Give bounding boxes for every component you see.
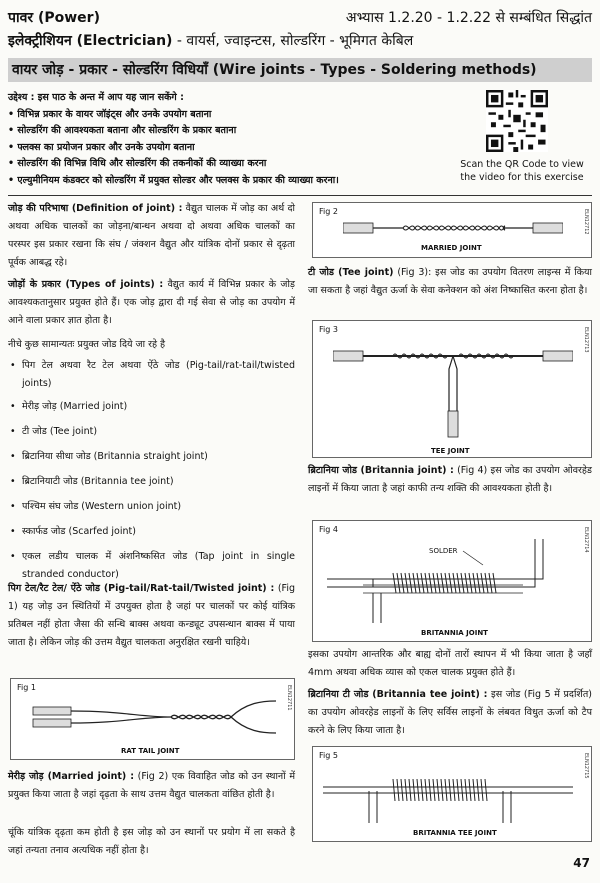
figure-code: ELN12714 <box>583 527 589 553</box>
joint-list <box>8 336 295 584</box>
exercise-reference: अभ्यास 1.2.20 - 1.2.22 से सम्बंधित सिद्धांत <box>345 10 592 26</box>
figure-caption: BRITANNIA JOINT <box>421 629 488 637</box>
figure-2 <box>312 202 592 258</box>
list-item: • ब्रिटानिया सीधा जोड (Britannia straight joint) <box>8 448 295 466</box>
rat-tail-joint-drawing <box>31 693 281 741</box>
definition-title: जोड़ की परिभाषा (Definition of joint) : <box>8 203 183 214</box>
tee-joint-drawing <box>333 331 573 441</box>
qr-code[interactable] <box>486 90 548 152</box>
objectives <box>8 90 468 189</box>
types-title: जोड़ों के प्रकार (Types of joints) : <box>8 279 164 290</box>
figure-1 <box>10 678 295 760</box>
types-paragraph <box>8 276 295 330</box>
figure-label: Fig 1 <box>17 683 36 692</box>
figure-code: ELN12712 <box>583 209 589 235</box>
list-intro: नीचे कुछ सामान्यतः प्रयुक्त जोड दिये जा रहे है <box>8 339 166 350</box>
figure-label: Fig 5 <box>319 751 338 760</box>
britannia-title: ब्रिटानिया जोड (Britannia joint) : <box>308 465 454 476</box>
britannia-tee-paragraph <box>308 686 592 740</box>
married-paragraph-2: चूंकि यांत्रिक दृढ़ता कम होती है इस जोड़ को उन स्थानों पर प्रयोग में ला सकते है जहां तन्यता तनाव अत्यधिक नहीं होता है। <box>8 827 295 856</box>
figure-label: Fig 2 <box>319 207 338 216</box>
pigtail-title: पिग टेल/रैट टेल/ ऐंठे जोड (Pig-tail/Rat-tail/Twisted joint) : <box>8 583 275 594</box>
topic-banner: वायर जोड़ - प्रकार - सोल्डरिंग विधियाँ (Wire joints - Types - Soldering methods) <box>8 58 592 82</box>
objective-item: • सोल्डरिंग की विभिन्न विधि और सोल्डरिंग की तकनीकों की व्याख्या करना <box>8 156 468 173</box>
britannia-tee-joint-drawing <box>323 761 583 827</box>
figure-label: Fig 3 <box>319 325 338 334</box>
britannia-text: (Fig 4) इस जोड का उपयोग ओवरहेड लाइनों में किया जाता है जहां काफी तन्य शक्ति की आवश्यकता होती है। <box>308 465 592 494</box>
figure-caption: RAT TAIL JOINT <box>121 747 180 755</box>
figure-caption: BRITANNIA TEE JOINT <box>413 829 497 837</box>
solder-label: SOLDER <box>429 547 458 555</box>
figure-4 <box>312 520 592 642</box>
tee-text: (Fig 3): इस जोड का उपयोग वितरण लाइन्स में किया जा सकता है जहां वैद्युत ऊर्जा के सेवा कनेक्शन को अंश निष्कासित करना होता है। <box>308 267 592 296</box>
page-header <box>8 8 592 28</box>
subject-title: इलेक्ट्रीशियन (Electrician) <box>8 33 173 49</box>
divider <box>8 195 592 196</box>
list-item: • स्कार्फड जोड (Scarfed joint) <box>8 523 295 541</box>
objective-item: • एल्युमीनियम कंडक्टर को सोल्डरिंग में प्रयुक्त सोल्डर और फ्लक्स के प्रकार की व्याख्या करना। <box>8 173 468 190</box>
figure-code: ELN12711 <box>286 685 292 711</box>
figure-code: ELN12713 <box>583 327 589 353</box>
figure-code: ELN12715 <box>583 753 589 779</box>
pigtail-text: (Fig 1) यह जोड़ उन स्थितियों में उपयुक्त होता है जहां पर चालकों पर कोई यांत्रिक प्रतिबल नहीं होता जैसा की सन्धि बाक्स अथवा कन्ड्यूट उपसन्धान बाक्स में पाया जाता है। लेकिन जोड़ की उत्तम वैद्युत चालकता अनुरक्षित रखनी चाहिये। <box>8 583 295 648</box>
figure-label: Fig 4 <box>319 525 338 534</box>
tee-paragraph <box>308 264 592 300</box>
list-item: • पश्चिम संघ जोड (Western union joint) <box>8 498 295 516</box>
britannia-joint-drawing <box>323 535 583 627</box>
britannia-tee-title: ब्रिटानिया टी जोड (Britannia tee joint) : <box>308 689 488 700</box>
figure-5 <box>312 746 592 842</box>
list-item: • एकल लडीय चालक में अंशनिष्कसित जोड (Tap joint in single stranded conductor) <box>8 548 295 584</box>
married-paragraph <box>8 768 295 804</box>
married-joint-drawing <box>343 215 563 241</box>
tee-title: टी जोड (Tee joint) <box>308 267 394 278</box>
objective-item: • विभिन्न प्रकार के वायर जॉइंट्स और उनके उपयोग बताना <box>8 107 468 124</box>
pigtail-paragraph <box>8 580 295 652</box>
objective-item: • फ्लक्स का प्रयोजन प्रकार और उनके उपयोग बताना <box>8 140 468 157</box>
list-item: • टी जोड (Tee joint) <box>8 423 295 441</box>
page-number: 47 <box>573 856 590 870</box>
britannia-tee-text: इस जोड (Fig 5 में प्रदर्शित) का उपयोग ओवरहेड लाइनों के लिए सर्विस लाइनों के लंबवत विधुत ऊर्जा को टैप करने के लिए किया जाता है। <box>308 689 592 736</box>
married-text: (Fig 2) एक विवाहित जोड को उन स्थानों में प्रयुक्त किया जाता है जहां दृढ़ता के साथ उत्तम वैद्युत चालकता वांछित होती है। <box>8 771 295 800</box>
definition-paragraph <box>8 200 295 272</box>
list-item: • मेरीड़ जोड़ (Married joint) <box>8 398 295 416</box>
objectives-intro: उद्देश्य : इस पाठ के अन्त में आप यह जान सकेंगे : <box>8 92 184 103</box>
list-item: • पिग टेल अथवा रैट टेल अथवा ऐंठे जोड (Pig-tail/rat-tail/twisted joints) <box>8 357 295 393</box>
subject-topics: - वायर्स, ज्वाइन्टस, सोल्डरिंग - भूमिगत केबिल <box>172 33 414 49</box>
figure-caption: MARRIED JOINT <box>421 244 482 252</box>
britannia-paragraph-2: इसका उपयोग आन्तरिक और बाह्य दोनों तारों स्थापन में भी किया जाता है जहाँ 4mm अथवा अधिक व्यास को एकल चालक प्रयुक्त होते हैं। <box>308 649 592 678</box>
married-title: मेरीड़ जोड़ (Married joint) : <box>8 771 135 782</box>
list-item: • ब्रिटानियाटी जोड (Britannia tee joint) <box>8 473 295 491</box>
objective-item: • सोल्डरिंग की आवश्यकता बताना और सोल्डरिंग के प्रकार बताना <box>8 123 468 140</box>
figure-caption: TEE JOINT <box>431 447 470 455</box>
figure-3 <box>312 320 592 458</box>
qr-caption: Scan the QR Code to view the video for this exercise <box>460 159 584 183</box>
subject-line <box>8 31 413 50</box>
trade-title: पावर (Power) <box>8 10 100 26</box>
britannia-paragraph <box>308 462 592 498</box>
types-text: वैद्युत कार्य में विभिन्न प्रकार के जोड़ आवश्यकतानुसार प्रयुक्त होते हैं। एक जोड़ द्वारा दी गई सेवा से जोड़ का उपयोग में आने वाला प्रकार ज्ञात होता है। <box>8 279 295 326</box>
definition-text: वैद्युत चालक में जोड़ का अर्थ दो अथवा अधिक चालकों का जोड़ना/बान्धन अथवा दो अथवा अधिक चालकों का परस्पर इस प्रकार रखना कि संघ / जंक्शन वैद्युत और यांत्रिक दोनों प्रकार से दृढ़ता पूर्वक आबद्ध रहे। <box>8 203 295 268</box>
